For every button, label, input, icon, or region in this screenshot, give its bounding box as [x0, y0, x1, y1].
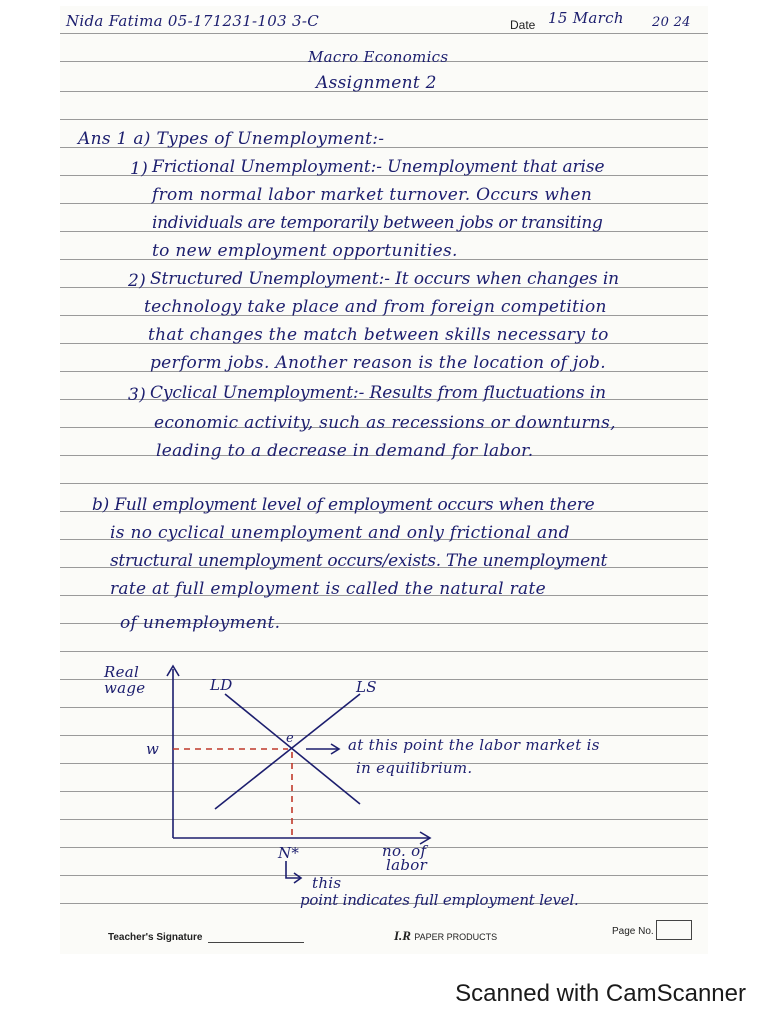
item-line: individuals are temporarily between jobs or transiting [152, 213, 603, 233]
part-b-line: is no cyclical unemployment and only frictional and [110, 523, 570, 543]
year-value: 20 24 [652, 15, 691, 30]
part-b-line: b) Full employment level of employment occurs when there [92, 495, 595, 515]
course-title: Macro Economics [308, 48, 449, 66]
item-number: 3) [128, 385, 147, 405]
scanner-watermark: Scanned with CamScanner [455, 980, 746, 1007]
equilibrium-note: at this point the labor market is [348, 736, 600, 754]
labor-market-diagram [60, 6, 708, 954]
part-b-line: of unemployment. [120, 613, 281, 633]
n-star-label: N* [278, 844, 300, 862]
item-line: Structured Unemployment:- It occurs when changes in [150, 269, 620, 289]
item-line: Frictional Unemployment:- Unemployment that arise [152, 157, 605, 177]
ls-label: LS [356, 678, 377, 696]
notebook-page [60, 6, 708, 954]
n-star-note: this [312, 874, 342, 892]
item-line: that changes the match between skills necessary to [148, 325, 609, 345]
equilibrium-e-label: e [286, 731, 294, 746]
x-axis-label: no. of [382, 842, 427, 860]
paper-brand-suffix: PAPER PRODUCTS [414, 932, 498, 942]
labor-supply-curve [215, 694, 360, 809]
item-line: perform jobs. Another reason is the location of job. [150, 353, 606, 373]
paper-brand [394, 928, 497, 944]
x-axis-label: labor [386, 856, 428, 874]
item-number: 1) [130, 159, 149, 179]
item-line: from normal labor market turnover. Occurs when [152, 185, 593, 205]
page-number-box [656, 920, 692, 940]
item-line: Cyclical Unemployment:- Results from fluctuations in [150, 383, 606, 403]
part-b-line: structural unemployment occurs/exists. The unemployment [110, 551, 608, 571]
teacher-signature-label: Teacher's Signature [108, 932, 203, 943]
date-value: 15 March [548, 9, 624, 27]
paper-brand-name: I.R [394, 928, 411, 943]
w-label: w [146, 740, 160, 758]
y-axis-label: Real [104, 663, 140, 681]
part-b-line: rate at full employment is called the natural rate [110, 579, 546, 599]
student-info: Nida Fatima 05-171231-103 3-C [66, 12, 319, 30]
signature-line [208, 942, 304, 943]
item-line: leading to a decrease in demand for labor. [156, 441, 534, 461]
y-axis-label: wage [104, 679, 146, 697]
item-line: technology take place and from foreign competition [144, 297, 607, 317]
assignment-title: Assignment 2 [316, 73, 437, 93]
item-line: to new employment opportunities. [152, 241, 458, 261]
answer-heading: Ans 1 a) Types of Unemployment:- [78, 129, 385, 149]
item-line: economic activity, such as recessions or downturns, [154, 413, 616, 433]
page-number-label: Page No. [612, 926, 654, 937]
item-number: 2) [128, 271, 147, 291]
n-star-note: point indicates full employment level. [300, 891, 579, 909]
date-label: Date [510, 18, 536, 32]
ld-label: LD [210, 676, 233, 694]
equilibrium-note: in equilibrium. [356, 759, 473, 777]
